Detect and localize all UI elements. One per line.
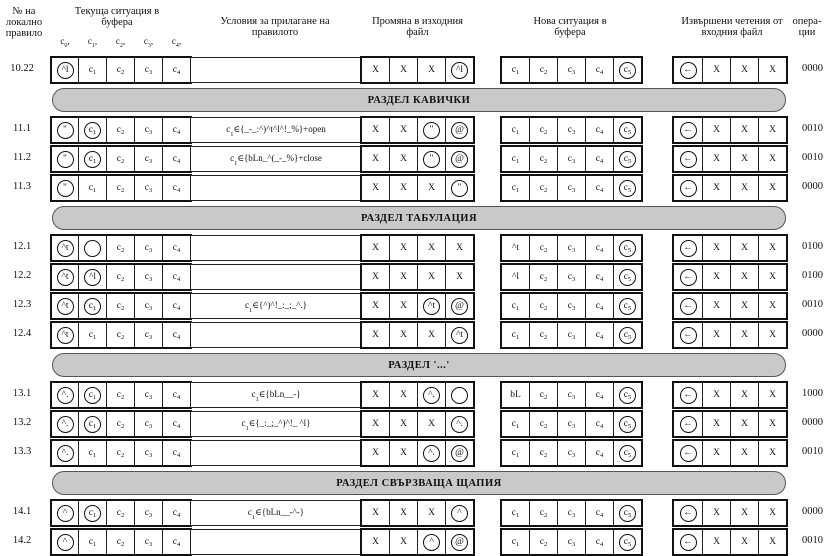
output-change-cell: X bbox=[417, 175, 446, 201]
current-buffer-cell: ^t bbox=[51, 322, 79, 348]
output-change-cell: X bbox=[361, 382, 390, 408]
new-buffer-cell: c $_2$ bbox=[529, 235, 558, 261]
output-change-cell: X bbox=[389, 500, 418, 526]
new-buffer-cell: c $_4$ bbox=[585, 235, 614, 261]
current-buffer-cell: c $_3$ bbox=[134, 146, 163, 172]
new-buffer-cell: c $_1$ bbox=[501, 293, 530, 319]
current-buffer-cell: c $_1$ bbox=[78, 411, 107, 437]
new-buffer-cell: c $_4$ bbox=[585, 264, 614, 290]
rule-number: 11.3 bbox=[13, 181, 31, 192]
rule-number: 10.22 bbox=[10, 63, 34, 74]
current-buffer-cell: " bbox=[51, 117, 79, 143]
header-operations: опера-ции bbox=[792, 16, 822, 38]
read-cell: X bbox=[702, 322, 731, 348]
rule-number: 14.1 bbox=[12, 506, 32, 517]
new-buffer-cell: c $_3$ bbox=[557, 322, 586, 348]
output-change-cell: X bbox=[361, 57, 390, 83]
new-buffer-cell: c $_4$ bbox=[585, 322, 614, 348]
output-change-cell: X bbox=[389, 293, 418, 319]
current-buffer-cell: " bbox=[51, 175, 79, 201]
new-buffer-cell: c $_5$ bbox=[613, 440, 642, 466]
new-buffer-cell: bL bbox=[501, 382, 530, 408]
read-cell: X bbox=[758, 264, 787, 290]
new-buffer-cell: c $_4$ bbox=[585, 529, 614, 555]
new-buffer-cell: c $_2$ bbox=[529, 500, 558, 526]
operations-code: 0010 bbox=[802, 123, 823, 134]
condition-cell bbox=[190, 235, 362, 261]
new-buffer-cell: c $_1$ bbox=[501, 175, 530, 201]
new-buffer-cell: c $_2$ bbox=[529, 293, 558, 319]
read-cell: X bbox=[758, 411, 787, 437]
output-change-cell: X bbox=[361, 500, 390, 526]
current-buffer-cell: c $_3$ bbox=[134, 264, 163, 290]
current-buffer-cell: c $_4$ bbox=[162, 293, 191, 319]
section-band: РАЗДЕЛ ТАБУЛАЦИЯ bbox=[52, 206, 786, 230]
new-buffer-cell: c $_4$ bbox=[585, 117, 614, 143]
output-change-cell: X bbox=[445, 235, 474, 261]
condition-cell bbox=[190, 175, 362, 201]
new-buffer-cell: c $_2$ bbox=[529, 382, 558, 408]
condition-cell: $c_1\in\{\_-\_:\^{})\^{}t\^{}l\^{}!\_\%\}+open$ bbox=[190, 117, 362, 143]
output-change-cell: X bbox=[389, 264, 418, 290]
section-band: РАЗДЕЛ СВЪРЗВАЩА ЩАПИЯ bbox=[52, 471, 786, 495]
read-arrow-icon: ← bbox=[673, 235, 703, 261]
condition-cell bbox=[190, 57, 362, 83]
read-cell: X bbox=[730, 57, 759, 83]
header-conditions: Условия за прилагане на правилото bbox=[220, 16, 330, 38]
condition-cell: $c_1\in\{\_:\_;\_\^{})\^{}!\_$ ^l} bbox=[190, 411, 362, 437]
condition-cell: $c_1\in\{bLn\_\^{}(\_-\_\%\}+close$ bbox=[190, 146, 362, 172]
output-change-cell: ^ bbox=[445, 500, 474, 526]
read-cell: X bbox=[702, 117, 731, 143]
read-cell: X bbox=[730, 146, 759, 172]
output-change-cell bbox=[445, 382, 474, 408]
read-cell: X bbox=[702, 440, 731, 466]
new-buffer-cell: c $_5$ bbox=[613, 382, 642, 408]
output-change-cell: X bbox=[389, 146, 418, 172]
output-change-cell: X bbox=[389, 57, 418, 83]
current-buffer-cell: c $_3$ bbox=[134, 235, 163, 261]
current-buffer-cell: ^. bbox=[51, 411, 79, 437]
current-buffer-cell: c $_1$ bbox=[78, 293, 107, 319]
output-change-cell: @ bbox=[445, 146, 474, 172]
output-change-cell: X bbox=[389, 175, 418, 201]
current-buffer-cell: c $_3$ bbox=[134, 529, 163, 555]
rule-number: 12.2 bbox=[12, 270, 32, 281]
current-buffer-cell: c $_4$ bbox=[162, 411, 191, 437]
read-arrow-icon: ← bbox=[673, 117, 703, 143]
output-change-cell: X bbox=[417, 411, 446, 437]
new-buffer-cell: c $_3$ bbox=[557, 146, 586, 172]
read-cell: X bbox=[702, 500, 731, 526]
read-cell: X bbox=[730, 117, 759, 143]
read-cell: X bbox=[758, 500, 787, 526]
new-buffer-cell: c $_5$ bbox=[613, 175, 642, 201]
read-cell: X bbox=[730, 411, 759, 437]
rule-number: 14.2 bbox=[12, 535, 32, 546]
new-buffer-cell: c $_2$ bbox=[529, 264, 558, 290]
output-change-cell: X bbox=[361, 235, 390, 261]
current-buffer-cell: c $_2$ bbox=[106, 382, 135, 408]
output-change-cell: X bbox=[417, 235, 446, 261]
read-arrow-icon: ← bbox=[673, 382, 703, 408]
current-buffer-cell: c $_4$ bbox=[162, 235, 191, 261]
current-buffer-cell: c $_2$ bbox=[106, 264, 135, 290]
read-cell: X bbox=[730, 382, 759, 408]
read-arrow-icon: ← bbox=[673, 146, 703, 172]
read-arrow-icon: ← bbox=[673, 411, 703, 437]
current-buffer-cell: c $_2$ bbox=[106, 235, 135, 261]
output-change-cell: X bbox=[389, 235, 418, 261]
current-buffer-cell: c $_2$ bbox=[106, 529, 135, 555]
header-reads: Извършени четения от входния файл bbox=[681, 16, 783, 38]
read-cell: X bbox=[730, 235, 759, 261]
read-cell: X bbox=[758, 57, 787, 83]
operations-code: 0000 bbox=[802, 181, 823, 192]
new-buffer-cell: c $_3$ bbox=[557, 57, 586, 83]
new-buffer-cell: c $_5$ bbox=[613, 146, 642, 172]
current-buffer-cell: c $_4$ bbox=[162, 529, 191, 555]
read-cell: X bbox=[730, 293, 759, 319]
new-buffer-cell: ^l bbox=[501, 264, 530, 290]
operations-code: 0010 bbox=[802, 152, 823, 163]
read-arrow-icon: ← bbox=[673, 500, 703, 526]
output-change-cell: ^l bbox=[445, 57, 474, 83]
current-buffer-cell: c $_3$ bbox=[134, 382, 163, 408]
current-buffer-cell: c $_4$ bbox=[162, 146, 191, 172]
header-change: Промяна в изходния файл bbox=[372, 16, 463, 38]
new-buffer-cell: c $_1$ bbox=[501, 146, 530, 172]
read-cell: X bbox=[758, 440, 787, 466]
new-buffer-cell: c $_1$ bbox=[501, 411, 530, 437]
new-buffer-cell: c $_3$ bbox=[557, 411, 586, 437]
new-buffer-cell: c $_5$ bbox=[613, 293, 642, 319]
condition-cell: $c_1\in\{\^{})\^{}!\_:\_;\_\^{}$.} bbox=[190, 293, 362, 319]
header-current-situation: Текуща ситуация в буфера bbox=[74, 6, 160, 28]
new-buffer-cell: c $_4$ bbox=[585, 175, 614, 201]
condition-cell bbox=[190, 440, 362, 466]
output-change-cell: " bbox=[417, 117, 446, 143]
read-cell: X bbox=[758, 293, 787, 319]
header-sub-c3: $c_3$, bbox=[143, 36, 154, 49]
output-change-cell: X bbox=[417, 57, 446, 83]
new-buffer-cell: c $_3$ bbox=[557, 293, 586, 319]
current-buffer-cell: c $_3$ bbox=[134, 175, 163, 201]
output-change-cell: ^t bbox=[417, 293, 446, 319]
header-rule-no: № на локално правило bbox=[5, 6, 43, 39]
rule-number: 12.3 bbox=[12, 299, 32, 310]
read-cell: X bbox=[702, 529, 731, 555]
current-buffer-cell: ^l bbox=[78, 264, 107, 290]
new-buffer-cell: c $_3$ bbox=[557, 500, 586, 526]
output-change-cell: ^ bbox=[417, 529, 446, 555]
output-change-cell: X bbox=[445, 264, 474, 290]
current-buffer-cell: c $_2$ bbox=[106, 322, 135, 348]
operations-code: 1000 bbox=[802, 388, 823, 399]
output-change-cell: X bbox=[389, 322, 418, 348]
rule-number: 11.1 bbox=[13, 123, 31, 134]
new-buffer-cell: c $_1$ bbox=[501, 57, 530, 83]
operations-code: 0000 bbox=[802, 506, 823, 517]
new-buffer-cell: c $_5$ bbox=[613, 529, 642, 555]
condition-cell bbox=[190, 322, 362, 348]
new-buffer-cell: c $_2$ bbox=[529, 322, 558, 348]
rule-number: 12.4 bbox=[12, 328, 32, 339]
condition-cell bbox=[190, 529, 362, 555]
output-change-cell: X bbox=[417, 322, 446, 348]
header-sub-c1: $c_1$, bbox=[87, 36, 98, 49]
read-cell: X bbox=[702, 175, 731, 201]
output-change-cell: X bbox=[361, 529, 390, 555]
output-change-cell: " bbox=[417, 146, 446, 172]
operations-code: 0010 bbox=[802, 446, 823, 457]
output-change-cell: X bbox=[417, 500, 446, 526]
current-buffer-cell: c $_3$ bbox=[134, 117, 163, 143]
current-buffer-cell: c $_2$ bbox=[106, 57, 135, 83]
current-buffer-cell: ^ bbox=[51, 529, 79, 555]
rule-number: 13.2 bbox=[12, 417, 32, 428]
new-buffer-cell: c $_3$ bbox=[557, 264, 586, 290]
read-cell: X bbox=[730, 322, 759, 348]
current-buffer-cell: c $_4$ bbox=[162, 382, 191, 408]
output-change-cell: @ bbox=[445, 117, 474, 143]
output-change-cell: @ bbox=[445, 529, 474, 555]
output-change-cell: X bbox=[389, 117, 418, 143]
new-buffer-cell: c $_5$ bbox=[613, 500, 642, 526]
read-cell: X bbox=[758, 117, 787, 143]
current-buffer-cell: c $_1$ bbox=[78, 57, 107, 83]
output-change-cell: X bbox=[361, 440, 390, 466]
operations-code: 0100 bbox=[802, 270, 823, 281]
new-buffer-cell: c $_5$ bbox=[613, 264, 642, 290]
read-arrow-icon: ← bbox=[673, 322, 703, 348]
current-buffer-cell: c $_4$ bbox=[162, 322, 191, 348]
new-buffer-cell: c $_4$ bbox=[585, 293, 614, 319]
output-change-cell: ^. bbox=[445, 411, 474, 437]
current-buffer-cell: c $_3$ bbox=[134, 440, 163, 466]
new-buffer-cell: c $_3$ bbox=[557, 117, 586, 143]
current-buffer-cell: ^. bbox=[51, 440, 79, 466]
new-buffer-cell: c $_5$ bbox=[613, 235, 642, 261]
output-change-cell: @ bbox=[445, 440, 474, 466]
new-buffer-cell: c $_2$ bbox=[529, 440, 558, 466]
new-buffer-cell: c $_2$ bbox=[529, 175, 558, 201]
new-buffer-cell: c $_2$ bbox=[529, 57, 558, 83]
condition-cell: $c_1\in\{bLn\_\_-\^{}-\}$ bbox=[190, 500, 362, 526]
current-buffer-cell: c $_1$ bbox=[78, 382, 107, 408]
current-buffer-cell: " bbox=[51, 146, 79, 172]
read-cell: X bbox=[758, 382, 787, 408]
section-band: РАЗДЕЛ '...' bbox=[52, 353, 786, 377]
new-buffer-cell: c $_1$ bbox=[501, 322, 530, 348]
read-arrow-icon: ← bbox=[673, 293, 703, 319]
read-cell: X bbox=[730, 529, 759, 555]
current-buffer-cell: c $_3$ bbox=[134, 293, 163, 319]
header-sub-c4: $c_4$, bbox=[171, 36, 182, 49]
output-change-cell: ^. bbox=[417, 440, 446, 466]
current-buffer-cell: c $_1$ bbox=[78, 322, 107, 348]
output-change-cell: @ bbox=[445, 293, 474, 319]
current-buffer-cell: c $_3$ bbox=[134, 57, 163, 83]
read-cell: X bbox=[702, 293, 731, 319]
current-buffer-cell: ^t bbox=[51, 293, 79, 319]
current-buffer-cell: ^t bbox=[51, 235, 79, 261]
rule-number: 13.3 bbox=[12, 446, 32, 457]
current-buffer-cell: c $_4$ bbox=[162, 440, 191, 466]
read-cell: X bbox=[758, 235, 787, 261]
header-sub-c2: $c_2$, bbox=[115, 36, 126, 49]
current-buffer-cell: c $_1$ bbox=[78, 146, 107, 172]
new-buffer-cell: c $_3$ bbox=[557, 382, 586, 408]
header-new-situation: Нова ситуация в буфера bbox=[533, 16, 607, 38]
output-change-cell: ^t bbox=[445, 322, 474, 348]
read-cell: X bbox=[702, 382, 731, 408]
current-buffer-cell: c $_2$ bbox=[106, 175, 135, 201]
condition-cell bbox=[190, 264, 362, 290]
operations-code: 0000 bbox=[802, 417, 823, 428]
read-arrow-icon: ← bbox=[673, 175, 703, 201]
current-buffer-cell: ^t bbox=[51, 264, 79, 290]
rule-number: 13.1 bbox=[12, 388, 32, 399]
new-buffer-cell: c $_2$ bbox=[529, 529, 558, 555]
output-change-cell: X bbox=[389, 411, 418, 437]
new-buffer-cell: c $_5$ bbox=[613, 411, 642, 437]
read-cell: X bbox=[702, 146, 731, 172]
read-cell: X bbox=[730, 175, 759, 201]
output-change-cell: X bbox=[361, 117, 390, 143]
read-cell: X bbox=[702, 264, 731, 290]
header-sub-c0: $c_0$, bbox=[60, 36, 70, 49]
current-buffer-cell: c $_2$ bbox=[106, 117, 135, 143]
new-buffer-cell: c $_3$ bbox=[557, 235, 586, 261]
current-buffer-cell: c $_4$ bbox=[162, 500, 191, 526]
operations-code: 0010 bbox=[802, 535, 823, 546]
current-buffer-cell bbox=[78, 235, 107, 261]
new-buffer-cell: c $_2$ bbox=[529, 411, 558, 437]
output-change-cell: " bbox=[445, 175, 474, 201]
rule-number: 12.1 bbox=[12, 241, 32, 252]
current-buffer-cell: c $_4$ bbox=[162, 57, 191, 83]
output-change-cell: X bbox=[361, 146, 390, 172]
new-buffer-cell: ^t bbox=[501, 235, 530, 261]
new-buffer-cell: c $_1$ bbox=[501, 440, 530, 466]
read-cell: X bbox=[702, 57, 731, 83]
operations-code: 0000 bbox=[802, 328, 823, 339]
output-change-cell: X bbox=[361, 264, 390, 290]
read-cell: X bbox=[758, 175, 787, 201]
output-change-cell: X bbox=[361, 175, 390, 201]
current-buffer-cell: c $_3$ bbox=[134, 322, 163, 348]
condition-cell: $c_1\in\{bLn\_\_-\}$ bbox=[190, 382, 362, 408]
current-buffer-cell: c $_1$ bbox=[78, 117, 107, 143]
new-buffer-cell: c $_2$ bbox=[529, 146, 558, 172]
new-buffer-cell: c $_4$ bbox=[585, 440, 614, 466]
new-buffer-cell: c $_4$ bbox=[585, 500, 614, 526]
current-buffer-cell: ^ bbox=[51, 500, 79, 526]
operations-code: 0000 bbox=[802, 63, 823, 74]
new-buffer-cell: c $_5$ bbox=[613, 57, 642, 83]
read-cell: X bbox=[758, 322, 787, 348]
rule-number: 11.2 bbox=[13, 152, 31, 163]
output-change-cell: X bbox=[389, 440, 418, 466]
new-buffer-cell: c $_1$ bbox=[501, 500, 530, 526]
output-change-cell: X bbox=[389, 529, 418, 555]
new-buffer-cell: c $_2$ bbox=[529, 117, 558, 143]
operations-code: 0100 bbox=[802, 241, 823, 252]
current-buffer-cell: c $_2$ bbox=[106, 411, 135, 437]
new-buffer-cell: c $_5$ bbox=[613, 322, 642, 348]
new-buffer-cell: c $_5$ bbox=[613, 117, 642, 143]
current-buffer-cell: c $_3$ bbox=[134, 500, 163, 526]
current-buffer-cell: c $_3$ bbox=[134, 411, 163, 437]
new-buffer-cell: c $_3$ bbox=[557, 440, 586, 466]
current-buffer-cell: c $_2$ bbox=[106, 146, 135, 172]
read-arrow-icon: ← bbox=[673, 440, 703, 466]
new-buffer-cell: c $_3$ bbox=[557, 175, 586, 201]
read-cell: X bbox=[758, 529, 787, 555]
output-change-cell: X bbox=[389, 382, 418, 408]
new-buffer-cell: c $_1$ bbox=[501, 117, 530, 143]
current-buffer-cell: ^l bbox=[51, 57, 79, 83]
current-buffer-cell: c $_4$ bbox=[162, 264, 191, 290]
read-cell: X bbox=[702, 235, 731, 261]
read-cell: X bbox=[730, 264, 759, 290]
read-cell: X bbox=[730, 500, 759, 526]
operations-code: 0010 bbox=[802, 299, 823, 310]
output-change-cell: ^. bbox=[417, 382, 446, 408]
output-change-cell: X bbox=[361, 293, 390, 319]
current-buffer-cell: c $_2$ bbox=[106, 440, 135, 466]
output-change-cell: X bbox=[417, 264, 446, 290]
current-buffer-cell: c $_4$ bbox=[162, 175, 191, 201]
new-buffer-cell: c $_4$ bbox=[585, 146, 614, 172]
read-cell: X bbox=[702, 411, 731, 437]
new-buffer-cell: c $_4$ bbox=[585, 382, 614, 408]
current-buffer-cell: ^. bbox=[51, 382, 79, 408]
current-buffer-cell: c $_1$ bbox=[78, 500, 107, 526]
current-buffer-cell: c $_2$ bbox=[106, 293, 135, 319]
read-arrow-icon: ← bbox=[673, 529, 703, 555]
section-band: РАЗДЕЛ КАВИЧКИ bbox=[52, 88, 786, 112]
read-cell: X bbox=[758, 146, 787, 172]
new-buffer-cell: c $_4$ bbox=[585, 411, 614, 437]
output-change-cell: X bbox=[361, 322, 390, 348]
current-buffer-cell: c $_1$ bbox=[78, 175, 107, 201]
new-buffer-cell: c $_4$ bbox=[585, 57, 614, 83]
current-buffer-cell: c $_1$ bbox=[78, 440, 107, 466]
current-buffer-cell: c $_2$ bbox=[106, 500, 135, 526]
read-cell: X bbox=[730, 440, 759, 466]
new-buffer-cell: c $_1$ bbox=[501, 529, 530, 555]
read-arrow-icon: ← bbox=[673, 264, 703, 290]
current-buffer-cell: c $_4$ bbox=[162, 117, 191, 143]
read-arrow-icon: ← bbox=[673, 57, 703, 83]
output-change-cell: X bbox=[361, 411, 390, 437]
new-buffer-cell: c $_3$ bbox=[557, 529, 586, 555]
current-buffer-cell: c $_1$ bbox=[78, 529, 107, 555]
